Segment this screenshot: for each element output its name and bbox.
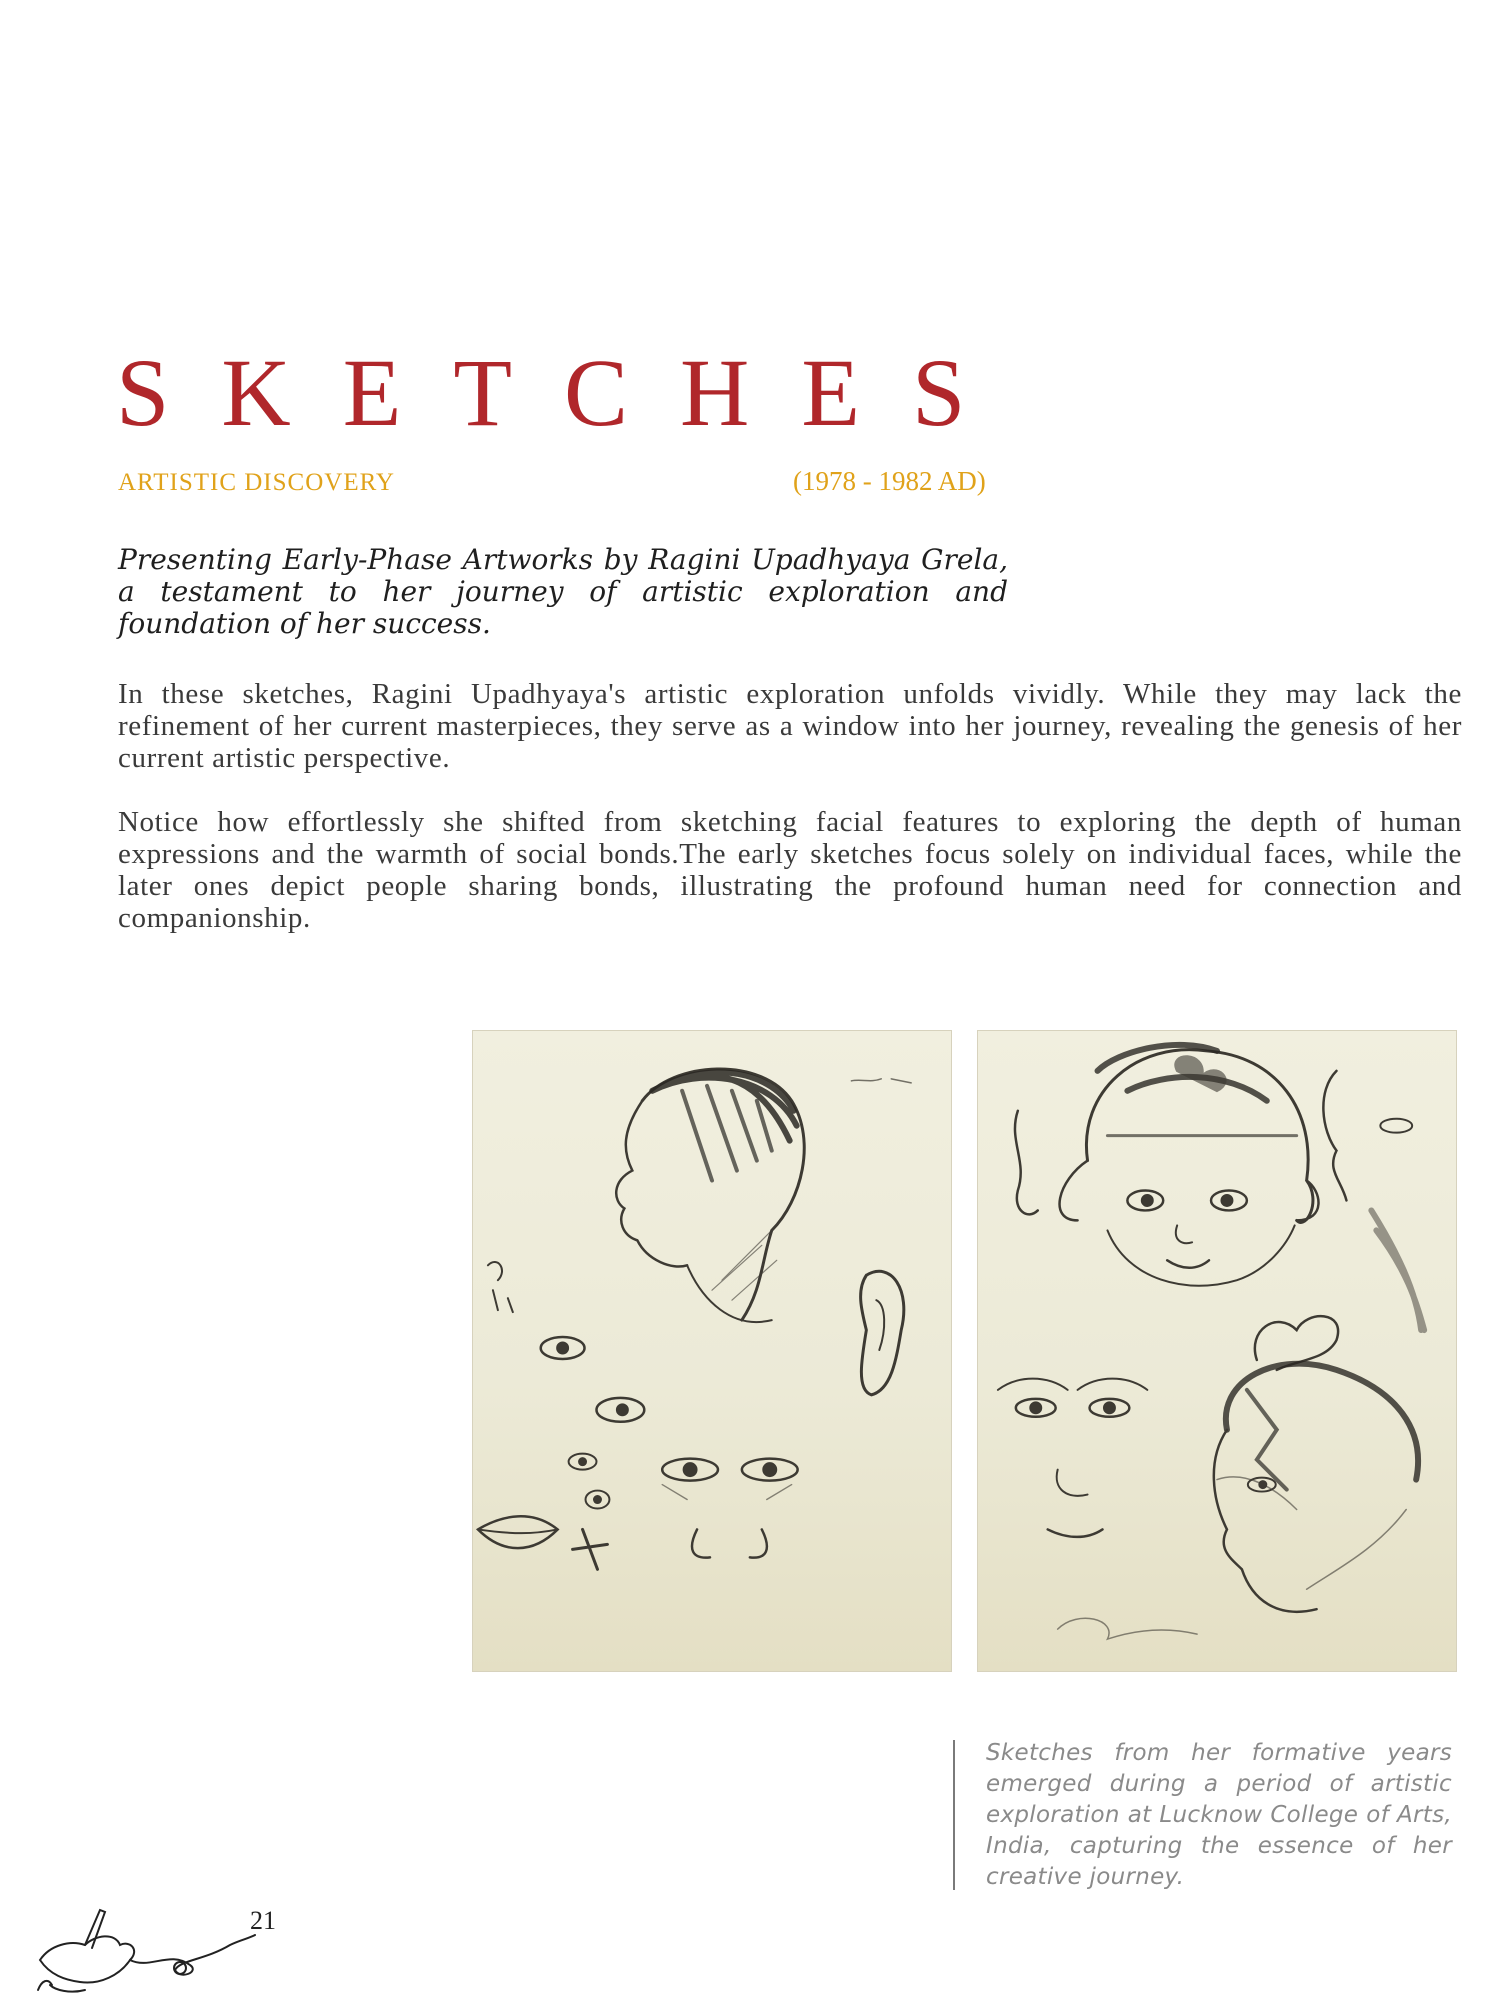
caption-divider bbox=[953, 1740, 955, 1890]
sketch-image-facial-features bbox=[472, 1030, 952, 1672]
figure-caption: Sketches from her formative years emerged during a period of artistic exploration at Lucknow College of Arts, India, capturing the essence of her creative journey. bbox=[986, 1740, 1452, 1890]
body-paragraph-1: In these sketches, Ragini Upadhyaya's artistic exploration unfolds vividly. While they may lack the refinement of her current masterpieces, they serve as a window into her journey, revealing the genesis of her current artistic perspective. bbox=[118, 678, 1462, 774]
page-number: 21 bbox=[250, 1906, 276, 1935]
section-subtitle: ARTISTIC DISCOVERY bbox=[118, 469, 395, 496]
date-range: (1978 - 1982 AD) bbox=[793, 466, 986, 496]
pencil-sketch-1 bbox=[473, 1031, 951, 1671]
page-title: SKETCHES bbox=[116, 339, 1018, 446]
lead-paragraph: Presenting Early-Phase Artworks by Ragini Upadhyaya Grela, a testament to her journey of artistic exploration and foundation of her success. bbox=[118, 543, 1008, 640]
sketch-image-girl-portraits bbox=[977, 1030, 1457, 1672]
pencil-sketch-2 bbox=[978, 1031, 1456, 1671]
hand-drawing-logo-icon bbox=[30, 1890, 260, 1996]
body-paragraph-2: Notice how effortlessly she shifted from sketching facial features to exploring the depth of human expressions and the warmth of social bonds.The early sketches focus solely on individual faces, while the later ones depict people sharing bonds, illustrating the profound human need for connection and companionship. bbox=[118, 806, 1462, 934]
